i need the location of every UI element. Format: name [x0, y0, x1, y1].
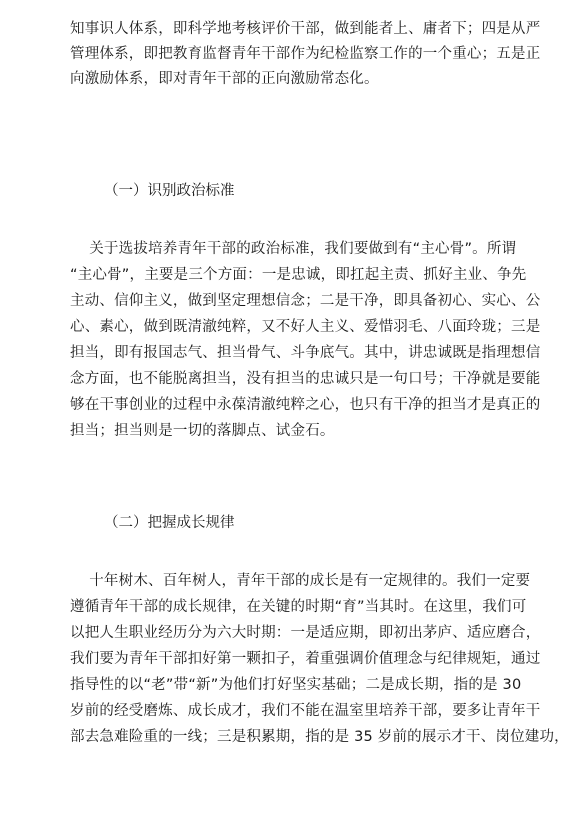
- paragraph-line: 我们要为青年干部扣好第一颗扣子，着重强调价值理念与纪律规矩，通过: [70, 651, 541, 667]
- paragraph-line: 指导性的以“老”带“新”为他们打好坚实基础；二是成长期，指的是 30: [70, 677, 522, 693]
- section-heading: （一）识别政治标准: [104, 183, 235, 199]
- paragraph-line: 以把人生职业经历分为六大时期：一是适应期，即初出茅庐、适应磨合，: [70, 625, 541, 641]
- paragraph-line: 管理体系，即把教育监督青年干部作为纪检监察工作的一个重心；五是正: [70, 46, 541, 62]
- paragraph-line: 关于选拔培养青年干部的政治标准，我们要做到有“主心骨”。所谓: [70, 241, 517, 257]
- paragraph-line: 担当；担当则是一切的落脚点、试金石。: [70, 423, 335, 439]
- paragraph-line: 担当，即有报国志气、担当骨气、斗争底气。其中，讲忠诚既是指理想信: [70, 345, 541, 361]
- paragraph-line: 主动、信仰主义，做到坚定理想信念；二是干净，即具备初心、实心、公: [70, 293, 541, 309]
- paragraph-line: 部去急难险重的一线；三是积累期，指的是 35 岁前的展示才干、岗位建功，: [70, 729, 569, 745]
- paragraph-line: 心、素心，做到既清澈纯粹，又不好人主义、爱惜羽毛、八面玲珑；三是: [70, 319, 541, 335]
- paragraph-line: “主心骨”，主要是三个方面：一是忠诚，即扛起主责、抓好主业、争先: [70, 267, 527, 283]
- paragraph-line: 岁前的经受磨炼、成长成才，我们不能在温室里培养干部，要多让青年干: [70, 703, 541, 719]
- paragraph-line: 够在干事创业的过程中永葆清澈纯粹之心，也只有干净的担当才是真正的: [70, 397, 541, 413]
- paragraph-line: 十年树木、百年树人，青年干部的成长是有一定规律的。我们一定要: [70, 573, 531, 589]
- paragraph-line: 向激励体系，即对青年干部的正向激励常态化。: [70, 71, 379, 87]
- paragraph-line: 知事识人体系，即科学地考核评价干部，做到能者上、庸者下；四是从严: [70, 21, 541, 37]
- section-heading: （二）把握成长规律: [104, 515, 235, 531]
- paragraph-line: 念方面，也不能脱离担当，没有担当的忠诚只是一句口号；干净就是要能: [70, 371, 541, 387]
- paragraph-line: 遵循青年干部的成长规律，在关键的时期“育”当其时。在这里，我们可: [70, 599, 527, 615]
